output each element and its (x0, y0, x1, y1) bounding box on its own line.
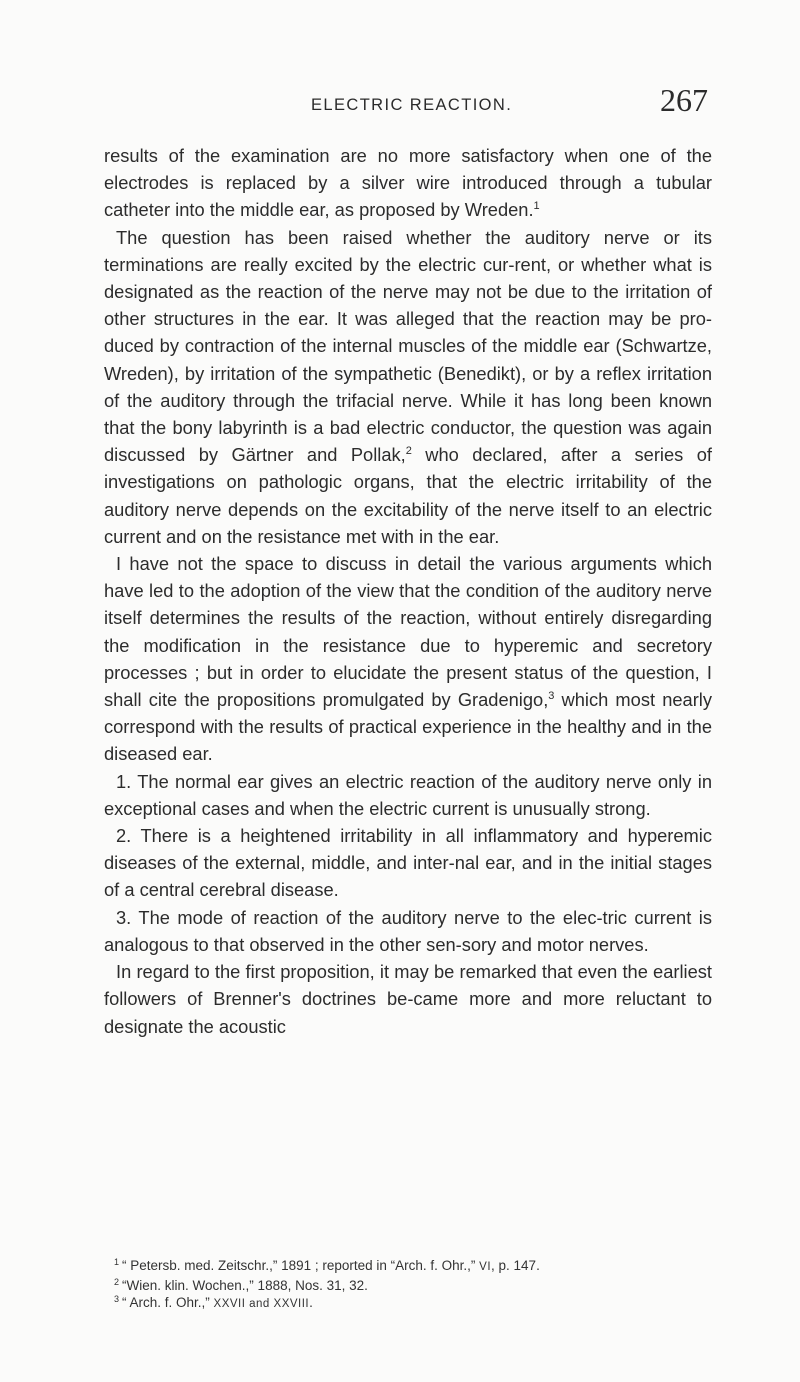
footnote-3-text-b: . (309, 1295, 313, 1310)
paragraph-7: In regard to the first proposition, it may be remarked that even the earliest followers of Brenner's doctrines be-came more and more reluctant to designate the acoustic (104, 961, 712, 1037)
footnote-1-volume: VI (479, 1261, 492, 1273)
footnote-1-text-a: “ Petersb. med. Zeitschr.,” 1891 ; reported in “Arch. f. Ohr.,” (122, 1258, 480, 1273)
footnotes (114, 1257, 714, 1314)
footnote-3-volume: XXVII and XXVIII (213, 1298, 310, 1310)
footnote-1-text-b: , p. 147. (491, 1258, 540, 1273)
proposition-1: 1. The normal ear gives an electric reaction of the auditory nerve only in exceptional cases and when the electric current is unusually strong. (104, 770, 712, 819)
proposition-3: 3. The mode of reaction of the auditory nerve to the elec-tric current is analogous to that observed in the other sen-sory and motor nerves. (104, 906, 712, 955)
footnote-mark-1: 1 (114, 1257, 120, 1267)
running-head (104, 78, 712, 118)
paragraph-2-text-b: who declared, after a series of investigations on pathologic organs, that the electric irritability of the auditory nerve depends on the excitability of the nerve itself to an electric current and on the resistance met with in the ear. (104, 444, 712, 547)
paragraph-3 (104, 550, 712, 768)
footnote-3 (114, 1294, 714, 1314)
proposition-2: 2. There is a heightened irritability in all inflammatory and hyperemic diseases of the external, middle, and inter-nal ear, and in the initial stages of a central cerebral disease. (104, 825, 712, 901)
footnote-2 (114, 1277, 714, 1295)
footnote-3-text-a: “ Arch. f. Ohr.,” (122, 1295, 214, 1310)
footnote-mark-3: 3 (114, 1294, 120, 1304)
footnote-2-text: “Wien. klin. Wochen.,” 1888, Nos. 31, 32. (122, 1277, 368, 1293)
paragraph-2 (104, 224, 712, 550)
footnote-1 (114, 1257, 714, 1277)
paragraph-1 (104, 142, 712, 224)
book-page (104, 0, 712, 1382)
paragraph-2-text-a: The question has been raised whether the auditory nerve or its terminations are really excited by the electric cur-rent, or whether what is designated as the reaction of the nerve may not be due to the irritation of other structures in the ear. It was alleged that the reaction may be pro-duced by contraction of the internal muscles of the middle ear (Schwartze, Wreden), by irritation of the sympathetic (Benedikt), or by a reflex irritation of the auditory through the trifacial nerve. While it has long been known that the bony labyrinth is a bad electric conductor, the question was again discussed by Gärtner and Pollak, (104, 226, 712, 466)
footnote-mark-2: 2 (114, 1276, 120, 1287)
paragraph-3-text-b: which most nearly correspond with the results of practical experience in the healthy and in the diseased ear. (104, 689, 712, 765)
footnote-ref-1: 1 (533, 200, 540, 213)
page-number: 267 (660, 82, 708, 118)
footnote-ref-2: 2 (405, 445, 412, 458)
running-head-title: ELECTRIC REACTION. (311, 96, 513, 114)
body-text (104, 142, 712, 1040)
paragraph-3-text-a: I have not the space to discuss in detail the various arguments which have led to the adoption of the view that the condition of the auditory nerve itself determines the results of the reaction, without entirely disregarding the modification in the resistance due to hyperemic and secretory processes ; but in order to elucidate the present status of the question, I shall cite the propositions promulgated by Gradenigo, (104, 553, 712, 711)
paragraph-1-text: results of the examination are no more satisfactory when one of the electrodes is replaced by a silver wire introduced through a tubular catheter into the middle ear, as proposed by Wreden. (104, 145, 712, 221)
footnote-ref-3: 3 (548, 690, 555, 703)
